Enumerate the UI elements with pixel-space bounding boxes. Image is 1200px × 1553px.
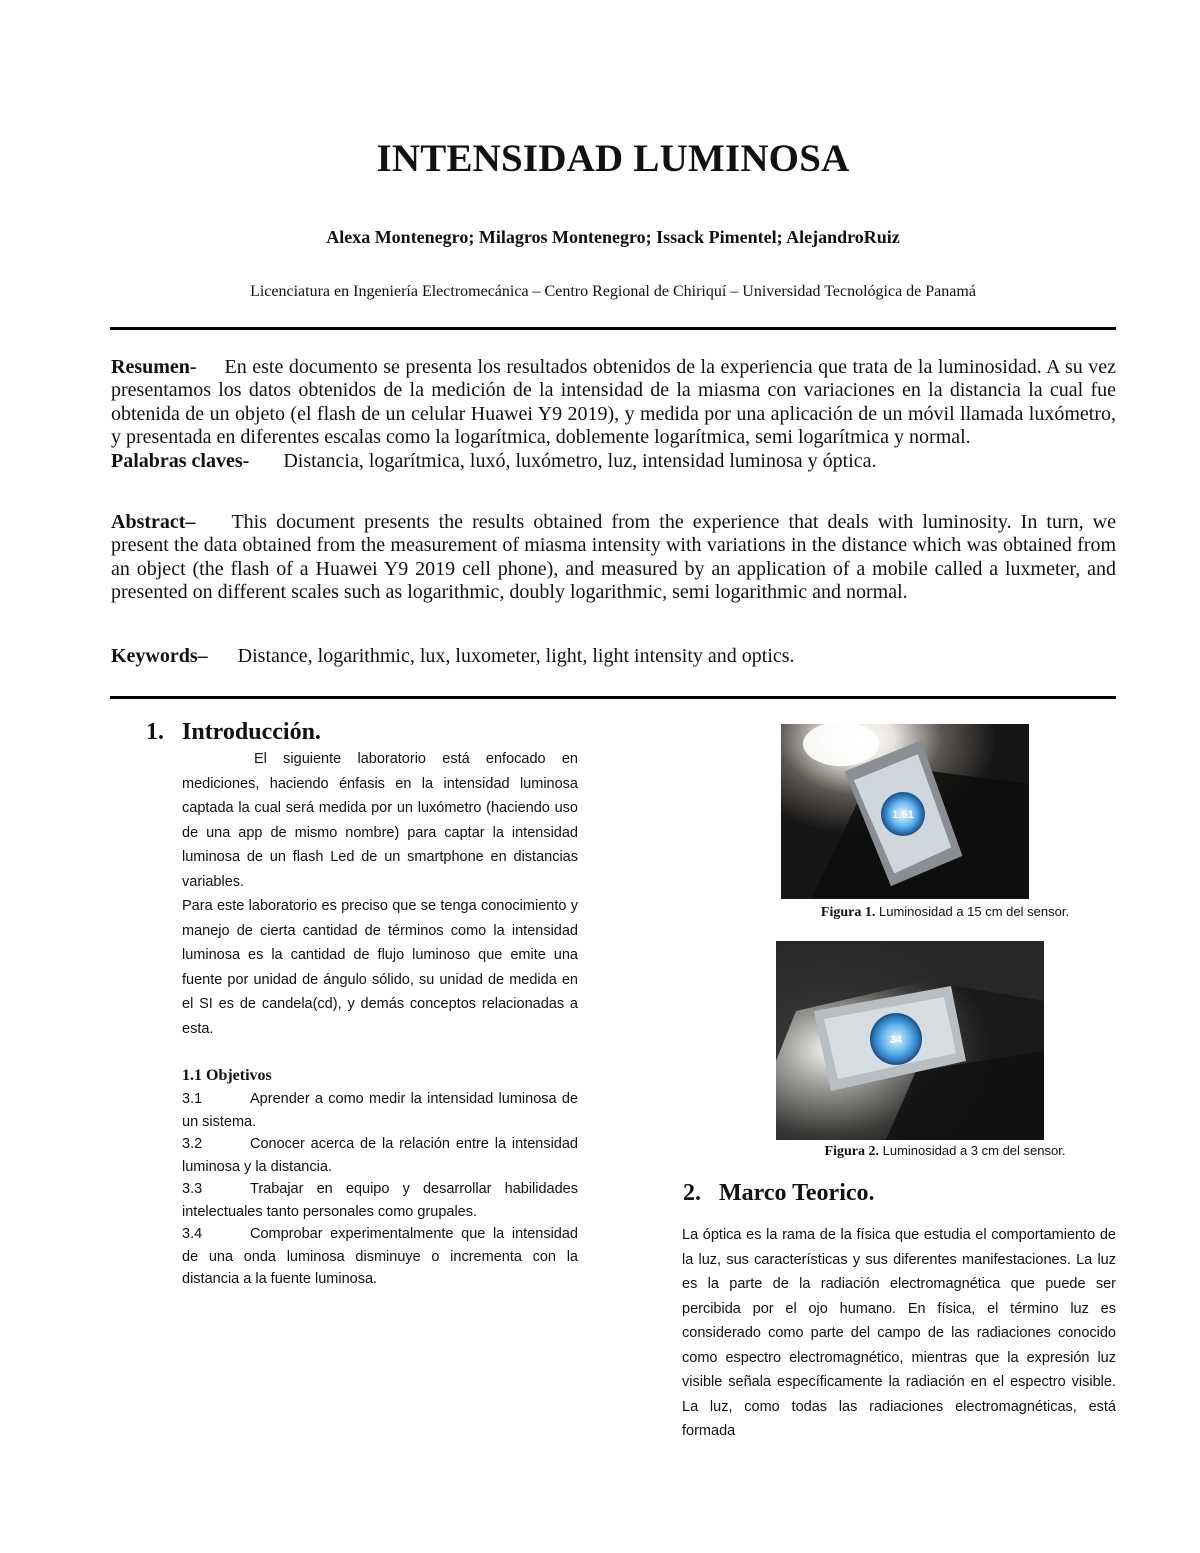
section-2-title: Marco Teorico. bbox=[719, 1180, 875, 1206]
section-2-number: 2. bbox=[683, 1180, 701, 1206]
abstract-label: Abstract– bbox=[111, 511, 196, 533]
objective-text: Comprobar experimentalmente que la intensidad de una onda luminosa disminuye o incrementa con la distancia a la fuente luminosa. bbox=[182, 1226, 578, 1287]
objectives-list bbox=[182, 1088, 578, 1291]
figure-2-caption bbox=[770, 1143, 1120, 1160]
figure-2-lux-reading: 34 bbox=[889, 1034, 903, 1046]
keywords-block bbox=[111, 645, 1116, 668]
section-2-heading bbox=[683, 1180, 875, 1207]
figure-1-lux-reading: 1.51 bbox=[892, 809, 914, 821]
resumen-label: Resumen- bbox=[111, 356, 197, 378]
figure-2-photo bbox=[776, 941, 1044, 1140]
list-item bbox=[182, 1223, 578, 1291]
introduction-body bbox=[182, 747, 578, 1041]
figure-2-label: Figura 2. bbox=[824, 1144, 879, 1159]
marco-teorico-body bbox=[682, 1223, 1116, 1444]
section-1-heading bbox=[146, 719, 321, 746]
figure-2-caption-text: Luminosidad a 3 cm del sensor. bbox=[882, 1143, 1066, 1158]
abstract-block bbox=[111, 511, 1116, 605]
keywords-label: Keywords– bbox=[111, 645, 208, 667]
objective-number: 3.4 bbox=[182, 1226, 203, 1242]
figure-1-caption-text: Luminosidad a 15 cm del sensor. bbox=[879, 904, 1070, 919]
page-title: INTENSIDAD LUMINOSA bbox=[376, 137, 850, 180]
figure-1-illustration bbox=[781, 724, 1029, 899]
top-divider bbox=[110, 327, 1116, 330]
objective-text: Aprender a como medir la intensidad luminosa de un sistema. bbox=[182, 1091, 578, 1130]
objectives-heading: 1.1 Objetivos bbox=[182, 1067, 272, 1084]
resumen-text: En este documento se presenta los resultados obtenidos de la experiencia que trata de la luminosidad. A su vez presentamos los datos obtenidos de la medición de la intensidad de la miasma con variaciones en la distancia la cual fue obtenida de un objeto (el flash de un celular Huawei Y9 2019), y medida por una aplicación de un móvil llamada luxómetro, y presentada en diferentes escalas como la logarítmica, doblemente logarítmica, semi logarítmica y normal. bbox=[111, 356, 1116, 449]
figure-2-illustration bbox=[776, 941, 1044, 1140]
objective-number: 3.1 bbox=[182, 1091, 203, 1107]
palabras-claves-text: Distancia, logarítmica, luxó, luxómetro, luz, intensidad luminosa y óptica. bbox=[283, 449, 877, 472]
objective-text: Trabajar en equipo y desarrollar habilidades intelectuales tanto personales como grupales. bbox=[182, 1181, 578, 1220]
figure-1-caption bbox=[770, 904, 1120, 921]
objective-number: 3.3 bbox=[182, 1181, 203, 1197]
list-item bbox=[182, 1133, 578, 1178]
palabras-claves-label: Palabras claves- bbox=[111, 449, 250, 472]
marco-teorico-paragraph: La óptica es la rama de la física que estudia el comportamiento de la luz, sus características y sus diferentes manifestaciones. La luz es la parte de la radiación electromagnética que puede ser percibida por el ojo humano. En física, el término luz es considerado como parte del campo de las radiaciones conocido como espectro electromagnético, mientras que la expresión luz visible señala específicamente la radiación en el espectro visible. La luz, como todas las radiaciones electromagnéticas, está formada bbox=[682, 1227, 1116, 1439]
abstract-text: This document presents the results obtained from the experience that deals with luminosity. In turn, we present the data obtained from the measurement of miasma intensity with variations in the distance which was obtained from an object (the flash of a Huawei Y9 2019 cell phone), and measured by an application of a mobile called a luxmeter, and presented on different scales such as logarithmic, doubly logarithmic, semi logarithmic and normal. bbox=[111, 511, 1116, 604]
figure-1-label: Figura 1. bbox=[820, 905, 876, 920]
list-item bbox=[182, 1088, 578, 1133]
abstract-divider bbox=[110, 696, 1116, 699]
intro-paragraph-2: Para este laboratorio es preciso que se tenga conocimiento y manejo de cierta cantidad de términos como la intensidad luminosa es la cantidad de flujo luminoso que emite una fuente por unidad de ángulo sólido, su unidad de medida en el SI es de candela(cd), y demás conceptos relacionadas a esta. bbox=[182, 898, 578, 1037]
resumen-block bbox=[111, 356, 1116, 473]
authors: Alexa Montenegro; Milagros Montenegro; Issack Pimentel; AlejandroRuiz bbox=[326, 227, 900, 247]
list-item bbox=[182, 1178, 578, 1223]
section-1-number: 1. bbox=[146, 719, 164, 745]
objective-number: 3.2 bbox=[182, 1136, 203, 1152]
objective-text: Conocer acerca de la relación entre la intensidad luminosa y la distancia. bbox=[182, 1136, 578, 1175]
section-1-title: Introducción. bbox=[182, 719, 321, 745]
figure-1-photo bbox=[781, 724, 1029, 899]
affiliation: Licenciatura en Ingeniería Electromecánica – Centro Regional de Chiriquí – Universidad Tecnológica de Panamá bbox=[250, 283, 976, 300]
keywords-text: Distance, logarithmic, lux, luxometer, light, light intensity and optics. bbox=[237, 645, 795, 667]
intro-paragraph-1: El siguiente laboratorio está enfocado en mediciones, haciendo énfasis en la intensidad luminosa captada la cual será medida por un luxómetro (haciendo uso de una app de mismo nombre) para captar la intensidad luminosa de un flash Led de un smartphone en distancias variables. bbox=[182, 751, 578, 890]
